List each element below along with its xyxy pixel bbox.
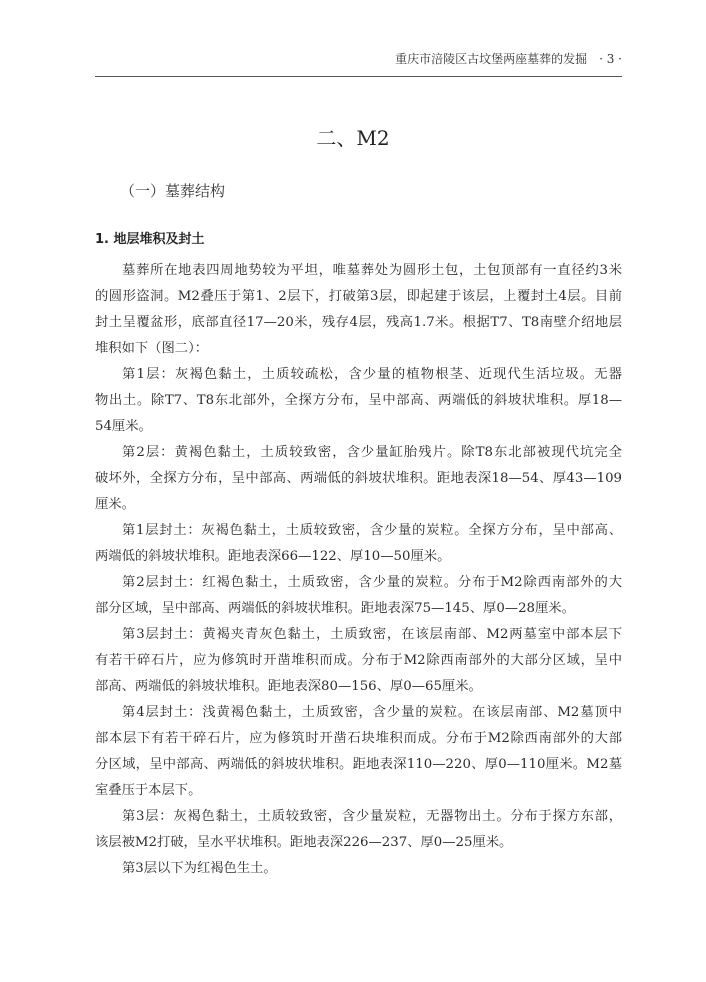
paragraph [95,622,622,700]
header-rule [95,76,622,77]
paragraph [95,700,622,804]
paragraph [95,258,622,362]
text-line: 室叠压于本层下。 [95,783,202,798]
text-line: 54厘米。 [95,419,152,434]
text-line: 部高、两端低的斜坡状堆积。距地表深80—156、厚0—65厘米。 [95,679,482,694]
text-line: 部本层下有若干碎石片，应为修筑时开凿石块堆积而成。分布于M2除西南部外的大部 [95,731,622,746]
text-line: 物出土。除T7、T8东北部外，全探方分布，呈中部高、两端低的斜坡状堆积。厚18— [95,393,622,408]
section-title: 二、M2 [316,126,390,150]
text-line: 第2层：黄褐色黏土，土质较致密，含少量缸胎残片。除T8东北部被现代坑完全 [122,445,622,460]
text-line: 墓葬所在地表四周地势较为平坦，唯墓葬处为圆形土包，土包顶部有一直径约3米 [122,263,622,278]
text-line: 两端低的斜坡状堆积。距地表深66—122、厚10—50厘米。 [95,549,451,564]
heading: 1. 地层堆积及封土 [95,232,205,247]
text-line: 破坏外，全探方分布，呈中部高、两端低的斜坡状堆积。距地表深18—54、厚43—109 [95,471,622,486]
text-line: 部分区域，呈中部高、两端低的斜坡状堆积。距地表深75—145、厚0—28厘米。 [95,601,575,616]
body-text [95,258,622,882]
paragraph [95,440,622,518]
text-line: 第4层封土：浅黄褐色黏土，土质致密，含少量的炭粒。在该层南部、M2墓顶中 [122,705,622,720]
subsection-title: （一）墓葬结构 [120,182,226,200]
text-line: 厘米。 [95,497,135,512]
paragraph [95,362,622,440]
paragraph [95,804,622,856]
text-line: 第3层：灰褐色黏土，土质较致密，含少量炭粒，无器物出土。分布于探方东部， [122,809,622,824]
page-number: · 3 · [599,52,622,66]
paragraph [95,518,622,570]
text-line: 的圆形盗洞。M2叠压于第1、2层下，打破第3层，即起建于该层，上覆封土4层。目前 [95,289,622,304]
paragraph [95,570,622,622]
running-title: 重庆市涪陵区古坟堡两座墓葬的发掘 [395,52,588,66]
text-line: 第1层封土：灰褐色黏土，土质较致密，含少量的炭粒。全探方分布，呈中部高、 [122,523,622,538]
text-line: 有若干碎石片，应为修筑时开凿堆积而成。分布于M2除西南部外的大部分区域，呈中 [95,653,622,668]
text-line: 第1层：灰褐色黏土，土质较疏松，含少量的植物根茎、近现代生活垃圾。无器 [122,367,622,382]
text-line: 第3层以下为红褐色生土。 [122,861,277,876]
text-line: 堆积如下（图二）： [95,341,209,356]
paragraph [95,856,622,882]
text-line: 第2层封土：红褐色黏土，土质致密，含少量的炭粒。分布于M2除西南部外的大 [122,575,622,590]
text-line: 封土呈覆盆形，底部直径17—20米，残存4层，残高1.7米。根据T7、T8南壁介绍地层 [95,315,622,330]
running-header [95,50,622,67]
text-line: 第3层封土：黄褐夹青灰色黏土，土质致密，在该层南部、M2两墓室中部本层下 [122,627,622,642]
text-line: 分区域，呈中部高、两端低的斜坡状堆积。距地表深110—220、厚0—110厘米。M2墓 [95,757,622,772]
text-line: 该层被M2打破，呈水平状堆积。距地表深226—237、厚0—25厘米。 [95,835,513,850]
